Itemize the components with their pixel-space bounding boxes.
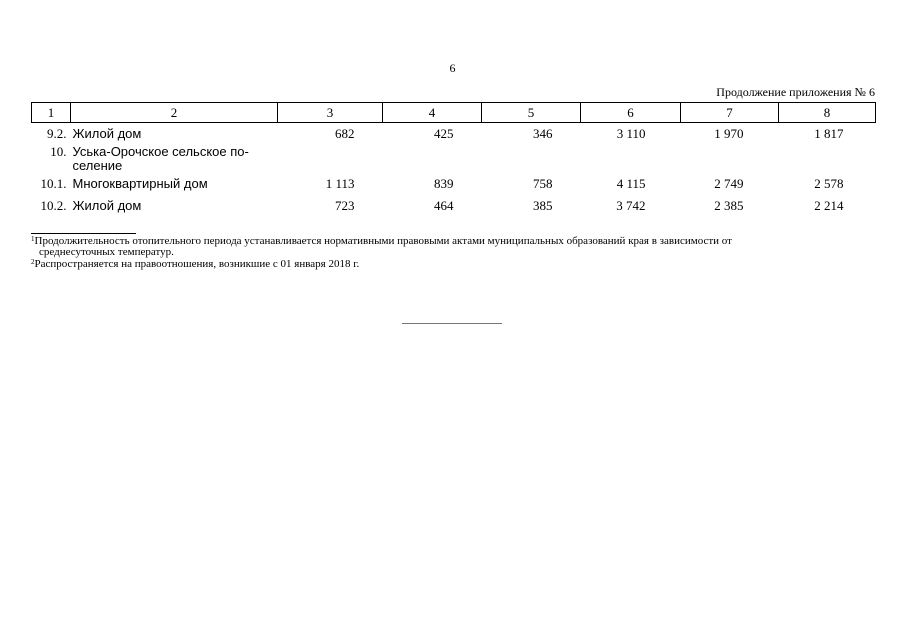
footnote-separator <box>31 233 136 234</box>
cell-value: 3 742 <box>616 198 646 213</box>
cell-value: 2 749 <box>714 176 744 191</box>
row-number: 10. <box>50 144 67 159</box>
cell-value: 2 385 <box>714 198 744 213</box>
column-header: 6 <box>581 103 681 123</box>
table-row <box>32 193 876 213</box>
row-name: Многоквартирный дом <box>72 176 208 191</box>
cell-value: 1 970 <box>714 126 744 141</box>
end-of-document-rule <box>402 323 502 324</box>
table-row <box>32 123 876 144</box>
row-number: 9.2. <box>47 126 67 141</box>
footnote-2 <box>31 259 875 270</box>
cell-value: 2 578 <box>814 176 844 191</box>
column-header: 1 <box>32 103 71 123</box>
column-header: 5 <box>482 103 581 123</box>
column-header: 4 <box>383 103 482 123</box>
cell-value: 1 113 <box>325 176 355 191</box>
cell-value: 758 <box>533 176 553 191</box>
footnote-mark: 2 <box>31 258 35 266</box>
row-name-line: селение <box>72 158 123 173</box>
row-name: Жилой дом <box>72 198 142 213</box>
page-number: 6 <box>449 61 456 75</box>
cell-value: 723 <box>335 198 355 213</box>
table-row <box>32 173 876 193</box>
cell-value: 4 115 <box>616 176 646 191</box>
cell-value: 3 110 <box>616 126 646 141</box>
cell-value: 346 <box>533 126 553 141</box>
row-name <box>71 143 278 173</box>
footnote-text: среднесуточных температур. <box>39 246 174 258</box>
row-name: Жилой дом <box>72 126 142 141</box>
cell-value: 464 <box>434 198 454 213</box>
footnote-mark: 1 <box>31 235 35 243</box>
column-header: 7 <box>681 103 779 123</box>
cell-value: 682 <box>335 126 355 141</box>
table-row <box>32 143 876 173</box>
cell-value: 839 <box>434 176 454 191</box>
column-header: 2 <box>71 103 278 123</box>
table-header-row <box>32 103 876 123</box>
row-number: 10.1. <box>40 176 67 191</box>
footnote-text: Продолжительность отопительного периода устанавливается нормативными правовыми актами муниципальных образований края в зависимости от <box>34 235 732 247</box>
row-number: 10.2. <box>40 198 67 213</box>
continuation-heading: Продолжение приложения № 6 <box>716 85 875 99</box>
column-header: 8 <box>779 103 876 123</box>
cell-value: 2 214 <box>814 198 844 213</box>
row-name-line: Уська-Орочское сельское по- <box>72 144 249 159</box>
data-table <box>31 102 876 213</box>
cell-value: 1 817 <box>814 126 844 141</box>
column-header: 3 <box>278 103 383 123</box>
footnote-text: Распространяется на правоотношения, возникшие с 01 января 2018 г. <box>34 258 360 270</box>
footnote-1 <box>31 236 875 258</box>
cell-value: 425 <box>434 126 454 141</box>
cell-value: 385 <box>533 198 553 213</box>
